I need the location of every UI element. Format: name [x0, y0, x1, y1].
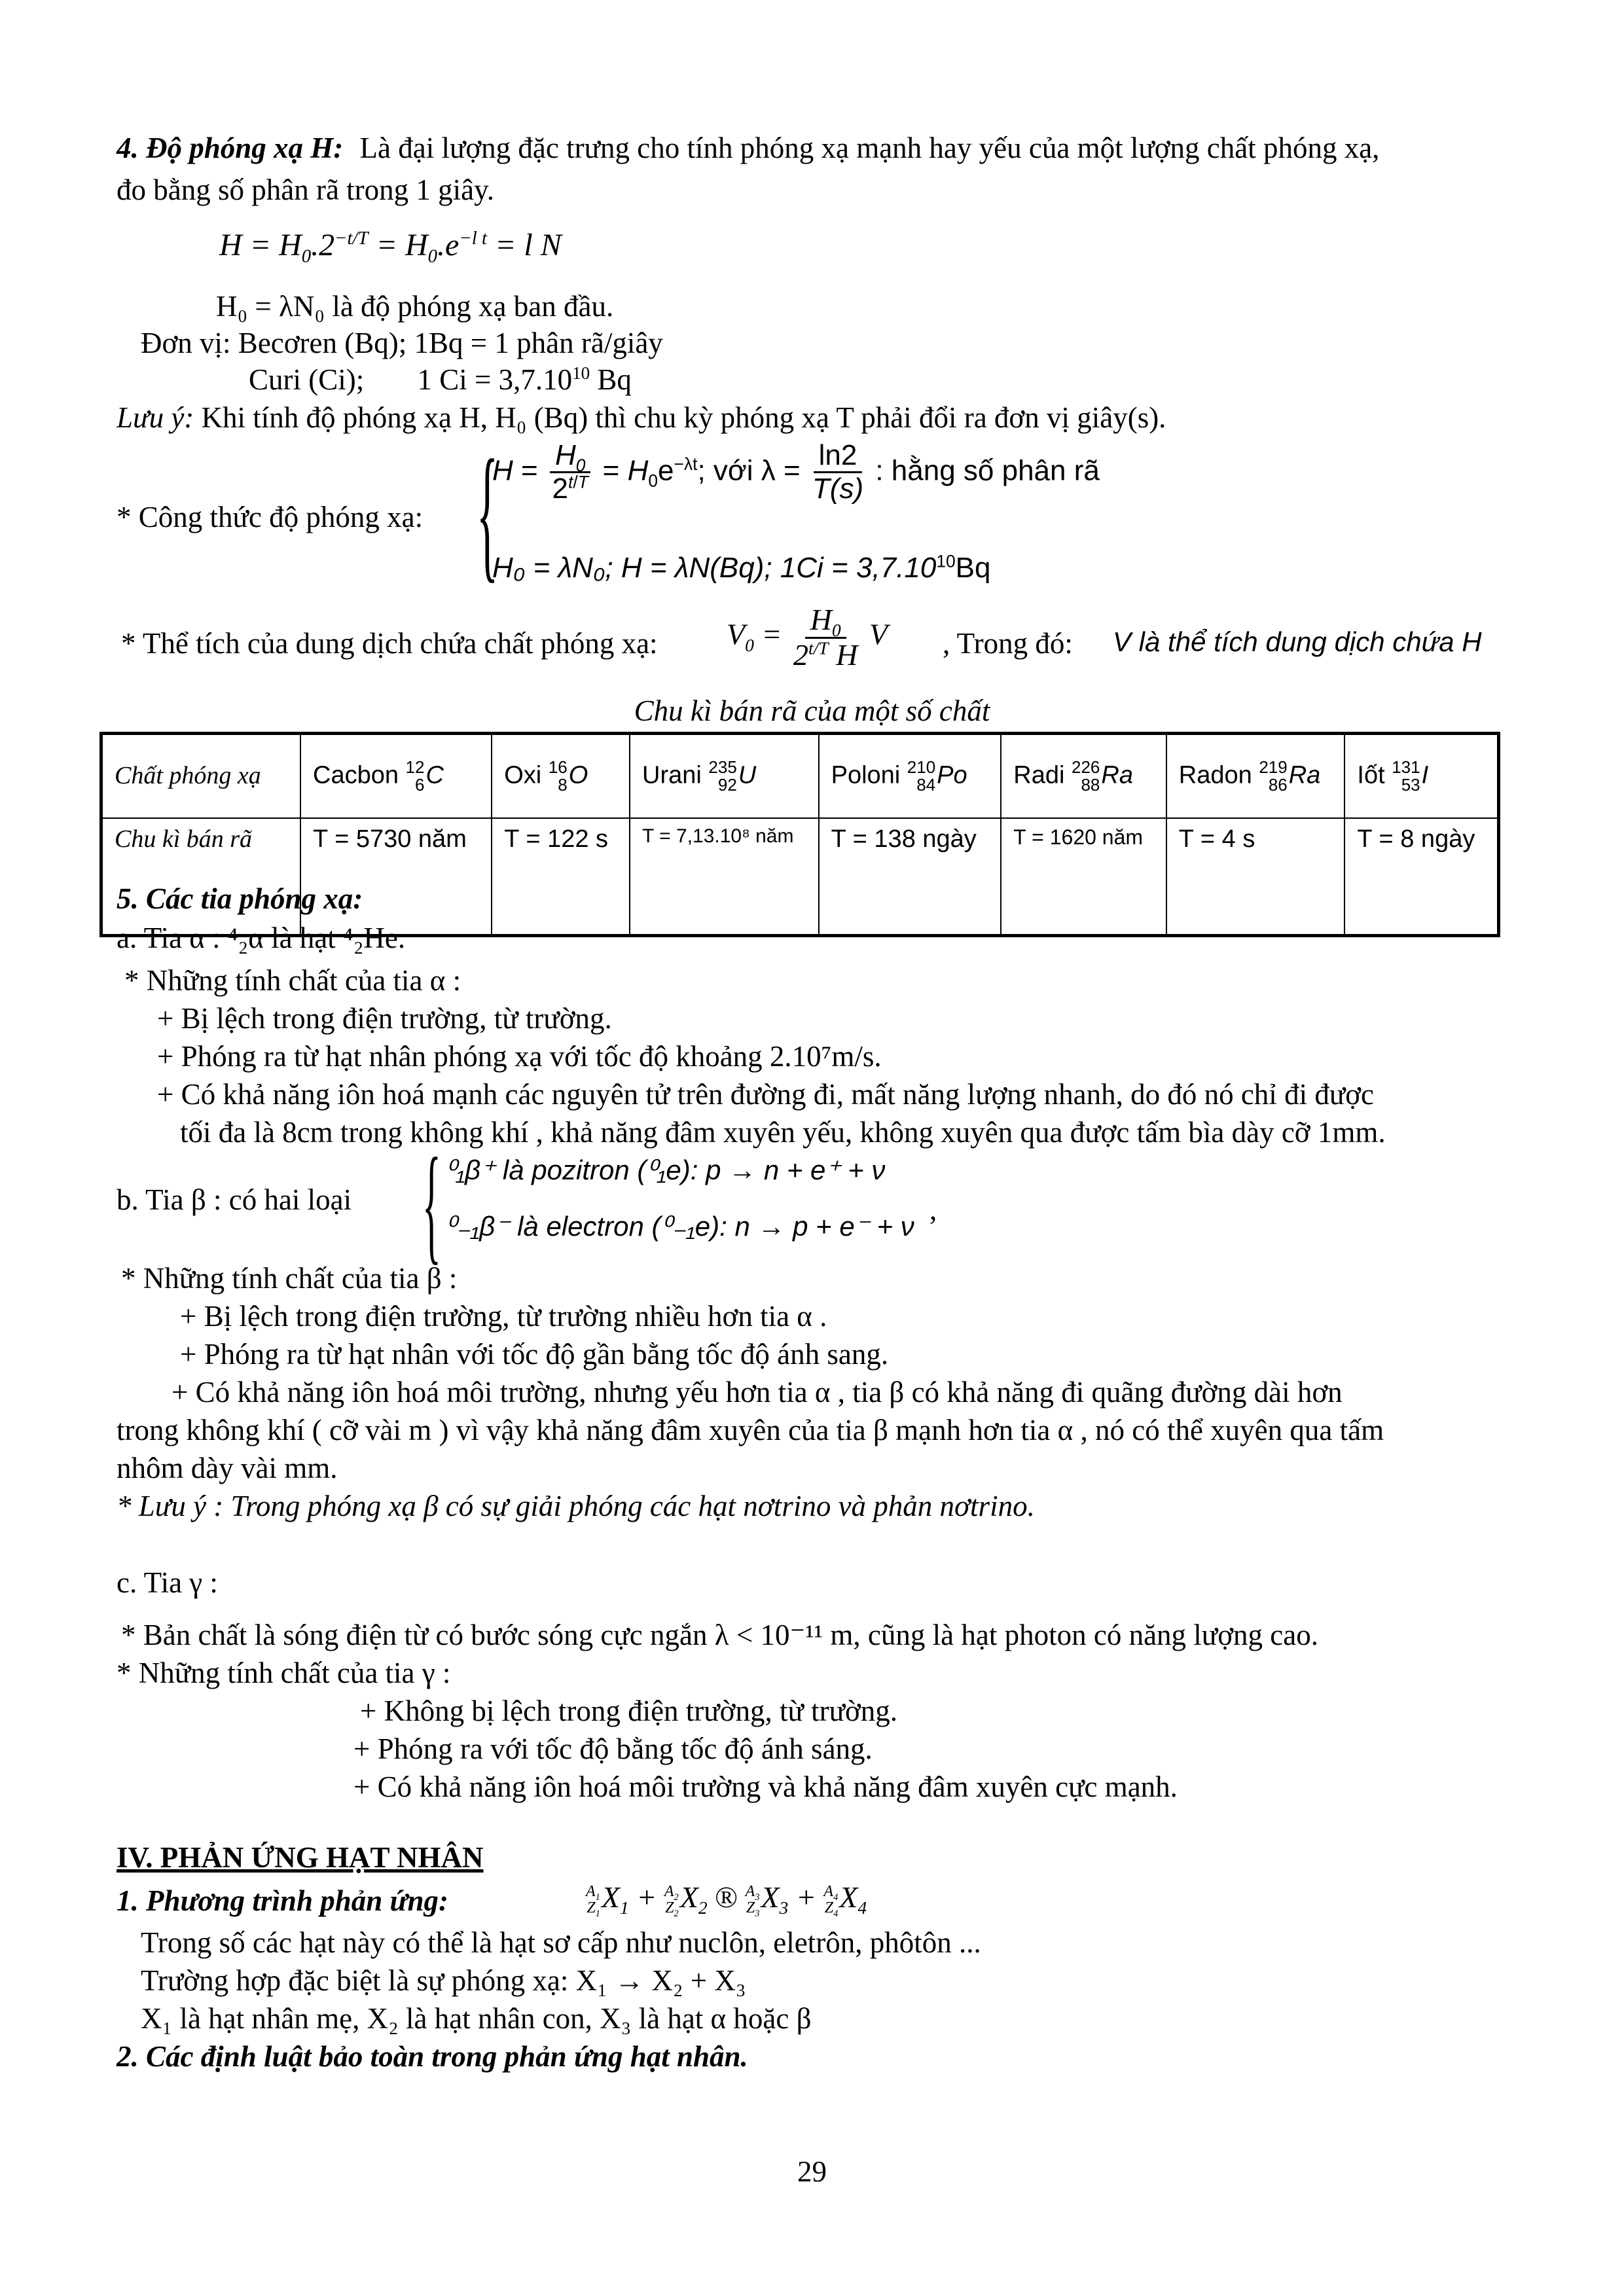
- row-header: Chất phóng xạ: [101, 734, 301, 819]
- reaction-line: Trường hợp đặc biệt là sự phóng xạ: X₁ → X₂ + X₃: [141, 1964, 746, 1997]
- table-cell: T = 7,13.10⁸ năm: [630, 818, 819, 936]
- beta-prop: nhôm dày vài mm.: [117, 1452, 338, 1484]
- beta-brace: {: [422, 1132, 441, 1276]
- reaction-line: Trong số các hạt này có thể là hạt sơ cấp như nuclôn, eletrôn, phôtôn ...: [141, 1926, 981, 1959]
- alpha-prop: + Bị lệch trong điện trường, từ trường.: [157, 1002, 612, 1035]
- alpha-prop: + Phóng ra từ hạt nhân phóng xạ với tốc độ khoảng 2.10⁷m/s.: [157, 1040, 882, 1073]
- curie-unit: Bq: [597, 363, 632, 396]
- alpha-line: a. Tia α : ⁴₂α là hạt ⁴₂He.: [117, 922, 406, 954]
- note-label: Lưu ý:: [117, 401, 194, 434]
- volume-in: , Trong đó:: [943, 627, 1073, 660]
- table-cell: T = 1620 năm: [1001, 818, 1166, 936]
- reaction-subheading: 1. Phương trình phản ứng:: [117, 1884, 448, 1917]
- table-row-half-life: [101, 818, 1499, 936]
- gamma-prop: + Phóng ra với tốc độ bằng tốc độ ánh sáng.: [353, 1732, 873, 1765]
- table-cell: T = 122 s: [492, 818, 630, 936]
- formula-with: ; với: [697, 454, 753, 487]
- curie-exp: 10: [572, 363, 590, 383]
- beta-prop: + Có khả năng iôn hoá môi trường, nhưng yếu hơn tia α , tia β có khả năng đi quãng đường dài hơn: [171, 1376, 1343, 1408]
- section4-definition-cont: đo bằng số phân rã trong 1 giây.: [117, 173, 494, 206]
- reaction-equation: $A_1$ $Z_1$ $X_1$ + $A_2$ $Z_2$ $X_2$ ® $A_3$ $Z_3$ $X_3$ + $A_4$ $Z_4$ $X_4$: [586, 1880, 867, 1920]
- beta-label: b. Tia β : có hai loại: [117, 1183, 352, 1216]
- table-cell: T = 5730 năm: [300, 818, 492, 936]
- beta-prop: + Phóng ra từ hạt nhân với tốc độ gần bằng tốc độ ánh sang.: [180, 1338, 889, 1371]
- alpha-props-title: * Những tính chất của tia α :: [124, 964, 461, 997]
- row-header: Chu kì bán rã: [101, 818, 301, 936]
- curie-line: [249, 361, 632, 398]
- formula-tail: : hằng số phân rã: [875, 454, 1100, 487]
- page-number: 29: [797, 2155, 827, 2188]
- note-line: [117, 399, 1166, 436]
- curie-value: 1 Ci = 3,7.10: [417, 363, 573, 396]
- alpha-prop: tối đa là 8cm trong không khí , khả năng đâm xuyên yếu, không xuyên qua được tấm bìa dày cỡ 1mm.: [180, 1116, 1386, 1149]
- gamma-label: c. Tia γ :: [117, 1566, 218, 1599]
- main-formula: $H = H_0.2^{-t/T} = H_0.e^{-l t} = l$ N: [219, 228, 562, 267]
- table-cell: T = 4 s: [1166, 818, 1345, 936]
- table-cell: T = 138 ngày: [819, 818, 1001, 936]
- beta-note: * Lưu ý : Trong phóng xạ β có sự giải phóng các hạt nơtrino và phản nơtrino.: [117, 1490, 1035, 1522]
- curie-label: Curi (Ci);: [249, 363, 365, 396]
- gamma-prop: + Có khả năng iôn hoá môi trường và khả năng đâm xuyên cực mạnh.: [353, 1770, 1178, 1803]
- formula-label: * Công thức độ phóng xạ:: [117, 501, 424, 533]
- reaction-line: X₁ là hạt nhân mẹ, X₂ là hạt nhân con, X₃ là hạt α hoặc β: [141, 2002, 812, 2035]
- table-cell: Cacbon 12 6 C: [300, 734, 492, 819]
- unit-line: Đơn vị: Becơren (Bq); 1Bq = 1 phân rã/giây: [141, 327, 663, 359]
- section4-heading-line: [117, 130, 1379, 166]
- table-cell: Radi 226 88 Ra: [1001, 734, 1166, 819]
- beta-minus: ⁰₋₁β⁻ là electron (⁰₋₁e): n → p + e⁻ + ν: [445, 1211, 914, 1242]
- volume-label: * Thể tích của dung dịch chứa chất phóng xạ:: [121, 627, 658, 660]
- section5-heading: 5. Các tia phóng xạ:: [117, 882, 363, 915]
- table-cell: Radon 219 86 Ra: [1166, 734, 1345, 819]
- volume-formula: $V_0$ = $\frac{H_0}{2^{t/T} H}$ V: [727, 603, 888, 672]
- formula-line2: [492, 550, 991, 586]
- alpha-prop: + Có khả năng iôn hoá mạnh các nguyên tử trên đường đi, mất năng lượng nhanh, do đó nó chỉ đi được: [157, 1078, 1374, 1111]
- table-cell: Iốt 131 53 I: [1344, 734, 1498, 819]
- formula-line2-text: H₀ = λN₀; H = λN(Bq); 1Ci = 3,7.10: [492, 552, 937, 584]
- section-iv-heading: IV. PHẢN ỨNG HẠT NHÂN: [117, 1841, 484, 1874]
- conservation-subheading: 2. Các định luật bảo toàn trong phản ứng hạt nhân.: [117, 2040, 748, 2073]
- formula-line2-unit: Bq: [955, 552, 991, 584]
- table-row-substances: [101, 734, 1499, 819]
- gamma-props-title: * Những tính chất của tia γ :: [117, 1657, 451, 1689]
- table-cell: T = 8 ngày: [1344, 818, 1498, 936]
- formula-brace: {: [477, 429, 499, 596]
- volume-desc: V là thể tích dung dịch chứa H: [1113, 626, 1482, 657]
- formula-line2-exp: 10: [936, 551, 956, 571]
- gamma-prop: + Không bị lệch trong điện trường, từ trường.: [360, 1695, 898, 1727]
- note-text: Khi tính độ phóng xạ H, H₀ (Bq) thì chu kỳ phóng xạ T phải đổi ra đơn vị giây(s).: [201, 401, 1166, 434]
- beta-props-title: * Những tính chất của tia β :: [121, 1262, 458, 1295]
- table-cell: Poloni 210 84 Po: [819, 734, 1001, 819]
- table-cell: Urani 235 92 U: [630, 734, 819, 819]
- beta-comma: ,: [929, 1193, 937, 1226]
- h0-line: H₀ = λN₀ là độ phóng xạ ban đầu.: [216, 290, 614, 323]
- beta-prop: trong không khí ( cỡ vài m ) vì vậy khả năng đâm xuyên của tia β mạnh hơn tia α , nó có thể xuyên qua tấm: [117, 1414, 1384, 1446]
- beta-prop: + Bị lệch trong điện trường, từ trường nhiều hơn tia α .: [180, 1300, 827, 1333]
- formula-line1: H = $\frac{H_0}{2^{t/T}}$ = $H_0e^{-\lambda t}$; với λ = $\frac{\ln 2}{T(s)}$ : hằng số phân rã: [492, 439, 1100, 505]
- section4-definition: Là đại lượng đặc trưng cho tính phóng xạ mạnh hay yếu của một lượng chất phóng xạ,: [359, 132, 1380, 164]
- table-cell: Oxi 16 8 O: [492, 734, 630, 819]
- table-caption: Chu kì bán rã của một số chất: [634, 694, 990, 727]
- section4-heading: 4. Độ phóng xạ H:: [117, 132, 344, 164]
- beta-plus: ⁰₁β⁺ là pozitron (⁰₁e): p → n + e⁺ + ν: [445, 1155, 886, 1185]
- gamma-nature: * Bản chất là sóng điện từ có bước sóng cực ngắn λ < 10⁻¹¹ m, cũng là hạt photon có năng lượng cao.: [121, 1619, 1318, 1651]
